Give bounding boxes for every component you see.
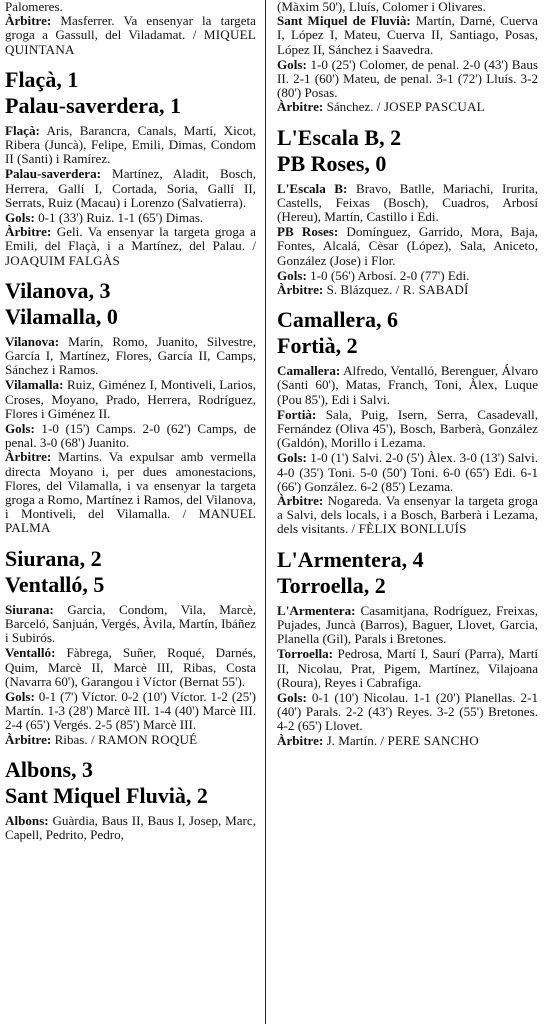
team-label: Torroella: (277, 646, 334, 662)
team-label: Sant Miquel de Fluvià: (277, 13, 411, 29)
lineup-away (277, 225, 538, 268)
lineup-text: Sala, Puig, Isern, Serra, Casadevall, Fernández (Oliva 45'), Bosch, Barberà, González (Galdón), Morillo i Lezama. (277, 406, 538, 451)
team-label: Fortià: (277, 406, 317, 422)
team-label: Flaçà: (5, 122, 40, 138)
goals-line (5, 211, 256, 225)
column-divider (265, 0, 266, 1024)
goals-text: 0-1 (33') Ruiz. 1-1 (65') Dimas. (34, 210, 204, 226)
team-label: Ventalló: (5, 645, 56, 661)
lineup-away (5, 646, 256, 689)
team-home-score: Flaçà, 1 (5, 66, 79, 92)
lineup-text: Marín, Romo, Juanito, Silvestre, García I, Martínez, Flores, García II, Camps, Sánchez i Ramos. (5, 333, 256, 378)
lineup-home (5, 335, 256, 378)
lineup-text: Ruiz, Giménez I, Montiveli, Larios, Croses, Moyano, Prado, Herrera, Rodríguez, Flores i Giménez II. (5, 377, 256, 421)
lineup-home (277, 364, 538, 407)
referee-line (277, 283, 538, 297)
byline: PERE SANCHO (384, 732, 479, 748)
team-away-score: Ventalló, 5 (5, 571, 105, 597)
goals-text: 1-0 (15') Camps. 2-0 (62') Camps, de penal. 3-0 (68') Juanito. (5, 421, 256, 451)
match-report (277, 297, 538, 536)
referee-label: Àrbitre: (277, 493, 324, 509)
lineup-home (5, 603, 256, 646)
lineup-text: Guàrdia, Baus II, Baus I, Josep, Marc, Capell, Pedrito, Pedro, (5, 812, 256, 842)
lineup-home (5, 124, 256, 167)
goals-label: Gols: (5, 688, 35, 704)
referee-label: Àrbitre: (277, 732, 324, 748)
referee-text: Sánchez. / (323, 99, 381, 115)
team-home-score: Albons, 3 (5, 756, 94, 782)
goals-line (5, 690, 256, 733)
match-headline (5, 268, 256, 335)
goals-label: Gols: (277, 450, 307, 466)
team-home-score: Camallera, 6 (277, 307, 398, 333)
goals-text: 1-0 (56') Arbosí. 2-0 (77') Edi. (306, 267, 470, 283)
right-column (271, 0, 543, 748)
referee-text: Nogareda. Va ensenyar la targeta groga a Salvi, dels locals, i a Bosch, Barberà i Lezama, dels visitants. / (277, 493, 538, 537)
team-label: Siurana: (5, 601, 54, 617)
left-column (0, 0, 262, 843)
team-away-score: Torroella, 2 (277, 572, 386, 598)
team-away-score: Palau-saverdera, 1 (5, 92, 181, 118)
lineup-home (277, 182, 538, 225)
referee-text: Ribas. / (51, 731, 95, 747)
referee-label: Àrbitre: (5, 224, 52, 240)
referee-text: S. Blázquez. / (323, 282, 400, 298)
referee-line (5, 450, 256, 535)
referee-line (5, 225, 256, 268)
team-away-score: PB Roses, 0 (277, 150, 387, 176)
team-label: L'Armentera: (277, 602, 356, 618)
goals-text: 0-1 (7') Víctor. 0-2 (10') Víctor. 1-2 (25') Martín. 1-3 (28') Marcè III. 1-4 (40') Marcè III. 2-4 (65') Vergés. 2-5 (85') Marcè III. (5, 688, 256, 733)
byline: JOAQUIM FALGÀS (5, 252, 120, 268)
lineup-text: Casamitjana, Rodríguez, Freixas, Pujades, Juncà (Barros), Baguer, Llovet, Garcia, Planella (Gil), Parals i Bretones. (277, 602, 538, 647)
byline: FÈLIX BONLLUÍS (355, 521, 467, 537)
lineup-text: Martín, Darné, Cuerva I, López I, Mateu, Cuerva II, Santiago, Posas, López II, Sánchez i Saavedra. (277, 13, 538, 57)
team-label: Vilamalla: (5, 377, 64, 393)
goals-line (277, 451, 538, 494)
lineup-away (277, 647, 538, 690)
lineup-away (277, 14, 538, 57)
lineup-home (277, 604, 538, 647)
match-report (277, 537, 538, 748)
lineup-text: Alfredo, Ventalló, Berenguer, Álvaro (Santi 60'), Matas, Franch, Toni, Àlex, Luque (Pou 85'), Edi i Salvi. (277, 363, 538, 407)
goals-line (277, 691, 538, 734)
referee-text: Geli. Va ensenyar la targeta groga a Emili, del Flaçà, i a Martínez, del Palau. / (5, 224, 256, 254)
goals-label: Gols: (277, 689, 307, 705)
goals-text: 1-0 (1') Salvi. 2-0 (5') Àlex. 3-0 (13') Salvi. 4-0 (35') Toni. 5-0 (50') Toni. 6-0 (65') Edi. 6-1 (66') González. 6-2 (85') Lezama. (277, 450, 538, 494)
match-headline (277, 297, 538, 364)
team-label: PB Roses: (277, 224, 339, 240)
referee-line (277, 100, 538, 114)
referee-label: Àrbitre: (5, 731, 52, 747)
team-home-score: Siurana, 2 (5, 545, 102, 571)
team-label: Palau-saverdera: (5, 166, 101, 182)
lineup-text: Pedrosa, Martí I, Saurí (Parra), Martí II, Nicolau, Prat, Pigem, Martínez, Vilajoana (Roura), Reyes i Cabrafiga. (277, 646, 538, 690)
lineup-away (277, 408, 538, 451)
goals-text: 0-1 (10') Nicolau. 1-1 (20') Planellas. 2-1 (40') Parals. 2-2 (43') Reyes. 3-2 (55') Bretones. 4-2 (65') Llovet. (277, 689, 538, 734)
team-home-score: L'Escala B, 2 (277, 124, 402, 150)
team-home-score: L'Armentera, 4 (277, 546, 424, 572)
goals-line (5, 422, 256, 450)
match-report (277, 115, 538, 298)
byline: RAMON ROQUÉ (94, 731, 198, 747)
goals-label: Gols: (5, 210, 35, 226)
referee-label: Àrbitre: (277, 99, 324, 115)
byline: MIQUEL QUINTANA (5, 27, 257, 57)
referee-text: Martins. Va expulsar amb vermella directa Moyano i, per dues amonestacions, Flores, del Vilamalla, i va ensenyar la targeta groga a Romo, Martínez i Ramos, del Vilanova, i Montiveli, del Vilamalla. / (5, 449, 256, 522)
match-headline (5, 536, 256, 603)
match-report (5, 747, 256, 842)
goals-label: Gols: (5, 421, 35, 437)
team-home-score: Vilanova, 3 (5, 277, 111, 303)
match-report (5, 57, 256, 268)
match-report (5, 268, 256, 536)
team-label: Albons: (5, 812, 49, 828)
lineup-text: Aris, Barancra, Canals, Martí, Xicot, Ribera (Juncà), Felipe, Emili, Dimas, Condom II (Santi) i Ramírez. (5, 122, 256, 167)
continued-text: Palomeres. (5, 0, 63, 14)
referee-text: J. Martín. / (323, 732, 385, 748)
goals-line (277, 58, 538, 101)
byline: MANUEL PALMA (5, 506, 256, 536)
match-headline (277, 537, 538, 604)
team-label: L'Escala B: (277, 180, 348, 196)
lineup-away (5, 167, 256, 210)
lineup-text: Bravo, Batlle, Mariachi, Irurita, Castells, Feixas (Bosch), Cuadros, Arbosí (Hereu), Martín, Castillo i Edi. (277, 180, 538, 225)
match-headline (5, 747, 256, 814)
referee-label: Àrbitre: (5, 449, 52, 465)
team-away-score: Fortià, 2 (277, 333, 358, 359)
match-headline (5, 57, 256, 124)
goals-text: 1-0 (25') Colomer, de penal. 2-0 (43') Baus II. 2-1 (60') Mateu, de penal. 3-1 (72') Lluís. 3-2 (80') Posas. (277, 56, 538, 101)
lineup-text: Domínguez, Garrido, Mora, Baja, Fontes, Alcalá, Cèsar (López), Sala, Aniceto, González (Jose) i Flor. (277, 224, 538, 268)
continued-text: (Màxim 50'), Lluís, Colomer i Olivares. (277, 0, 486, 14)
referee-line (277, 734, 538, 748)
goals-line (277, 269, 538, 283)
referee-line (5, 14, 256, 57)
match-report (5, 536, 256, 747)
lineup-away (5, 378, 256, 421)
lineup-text: Garcia, Condom, Vila, Marcè, Barceló, Sanjuán, Vergés, Àvila, Martín, Ibáñez i Subirós. (5, 601, 256, 646)
referee-label: Àrbitre: (5, 13, 52, 29)
team-away-score: Sant Miquel Fluvià, 2 (5, 782, 208, 808)
goals-label: Gols: (277, 56, 307, 72)
goals-label: Gols: (277, 267, 307, 283)
lineup-text: Martínez, Aladit, Bosch, Herrera, Gallí I, Cortada, Soria, Gallí II, Serrats, Ruiz (Macau) i Lorenzo (Salvatierra). (5, 166, 256, 210)
lineup-text: Fàbrega, Suñer, Roqué, Darnés, Quim, Marcè II, Marcè III, Ribas, Costa (Navarra 60'), Garangou i Víctor (Bernat 55'). (5, 645, 256, 689)
referee-label: Àrbitre: (277, 282, 324, 298)
referee-text: Masferrer. Va ensenyar la targeta groga a Gassull, del Viladamat. / (5, 13, 256, 43)
lineup-home (5, 814, 256, 842)
referee-line (5, 733, 256, 747)
team-label: Vilanova: (5, 333, 60, 349)
team-away-score: Vilamalla, 0 (5, 303, 118, 329)
byline: JOSEP PASCUAL (380, 99, 485, 115)
match-headline (277, 115, 538, 182)
referee-line (277, 494, 538, 537)
byline: R. SABADÍ (399, 282, 469, 298)
team-label: Camallera: (277, 363, 341, 379)
